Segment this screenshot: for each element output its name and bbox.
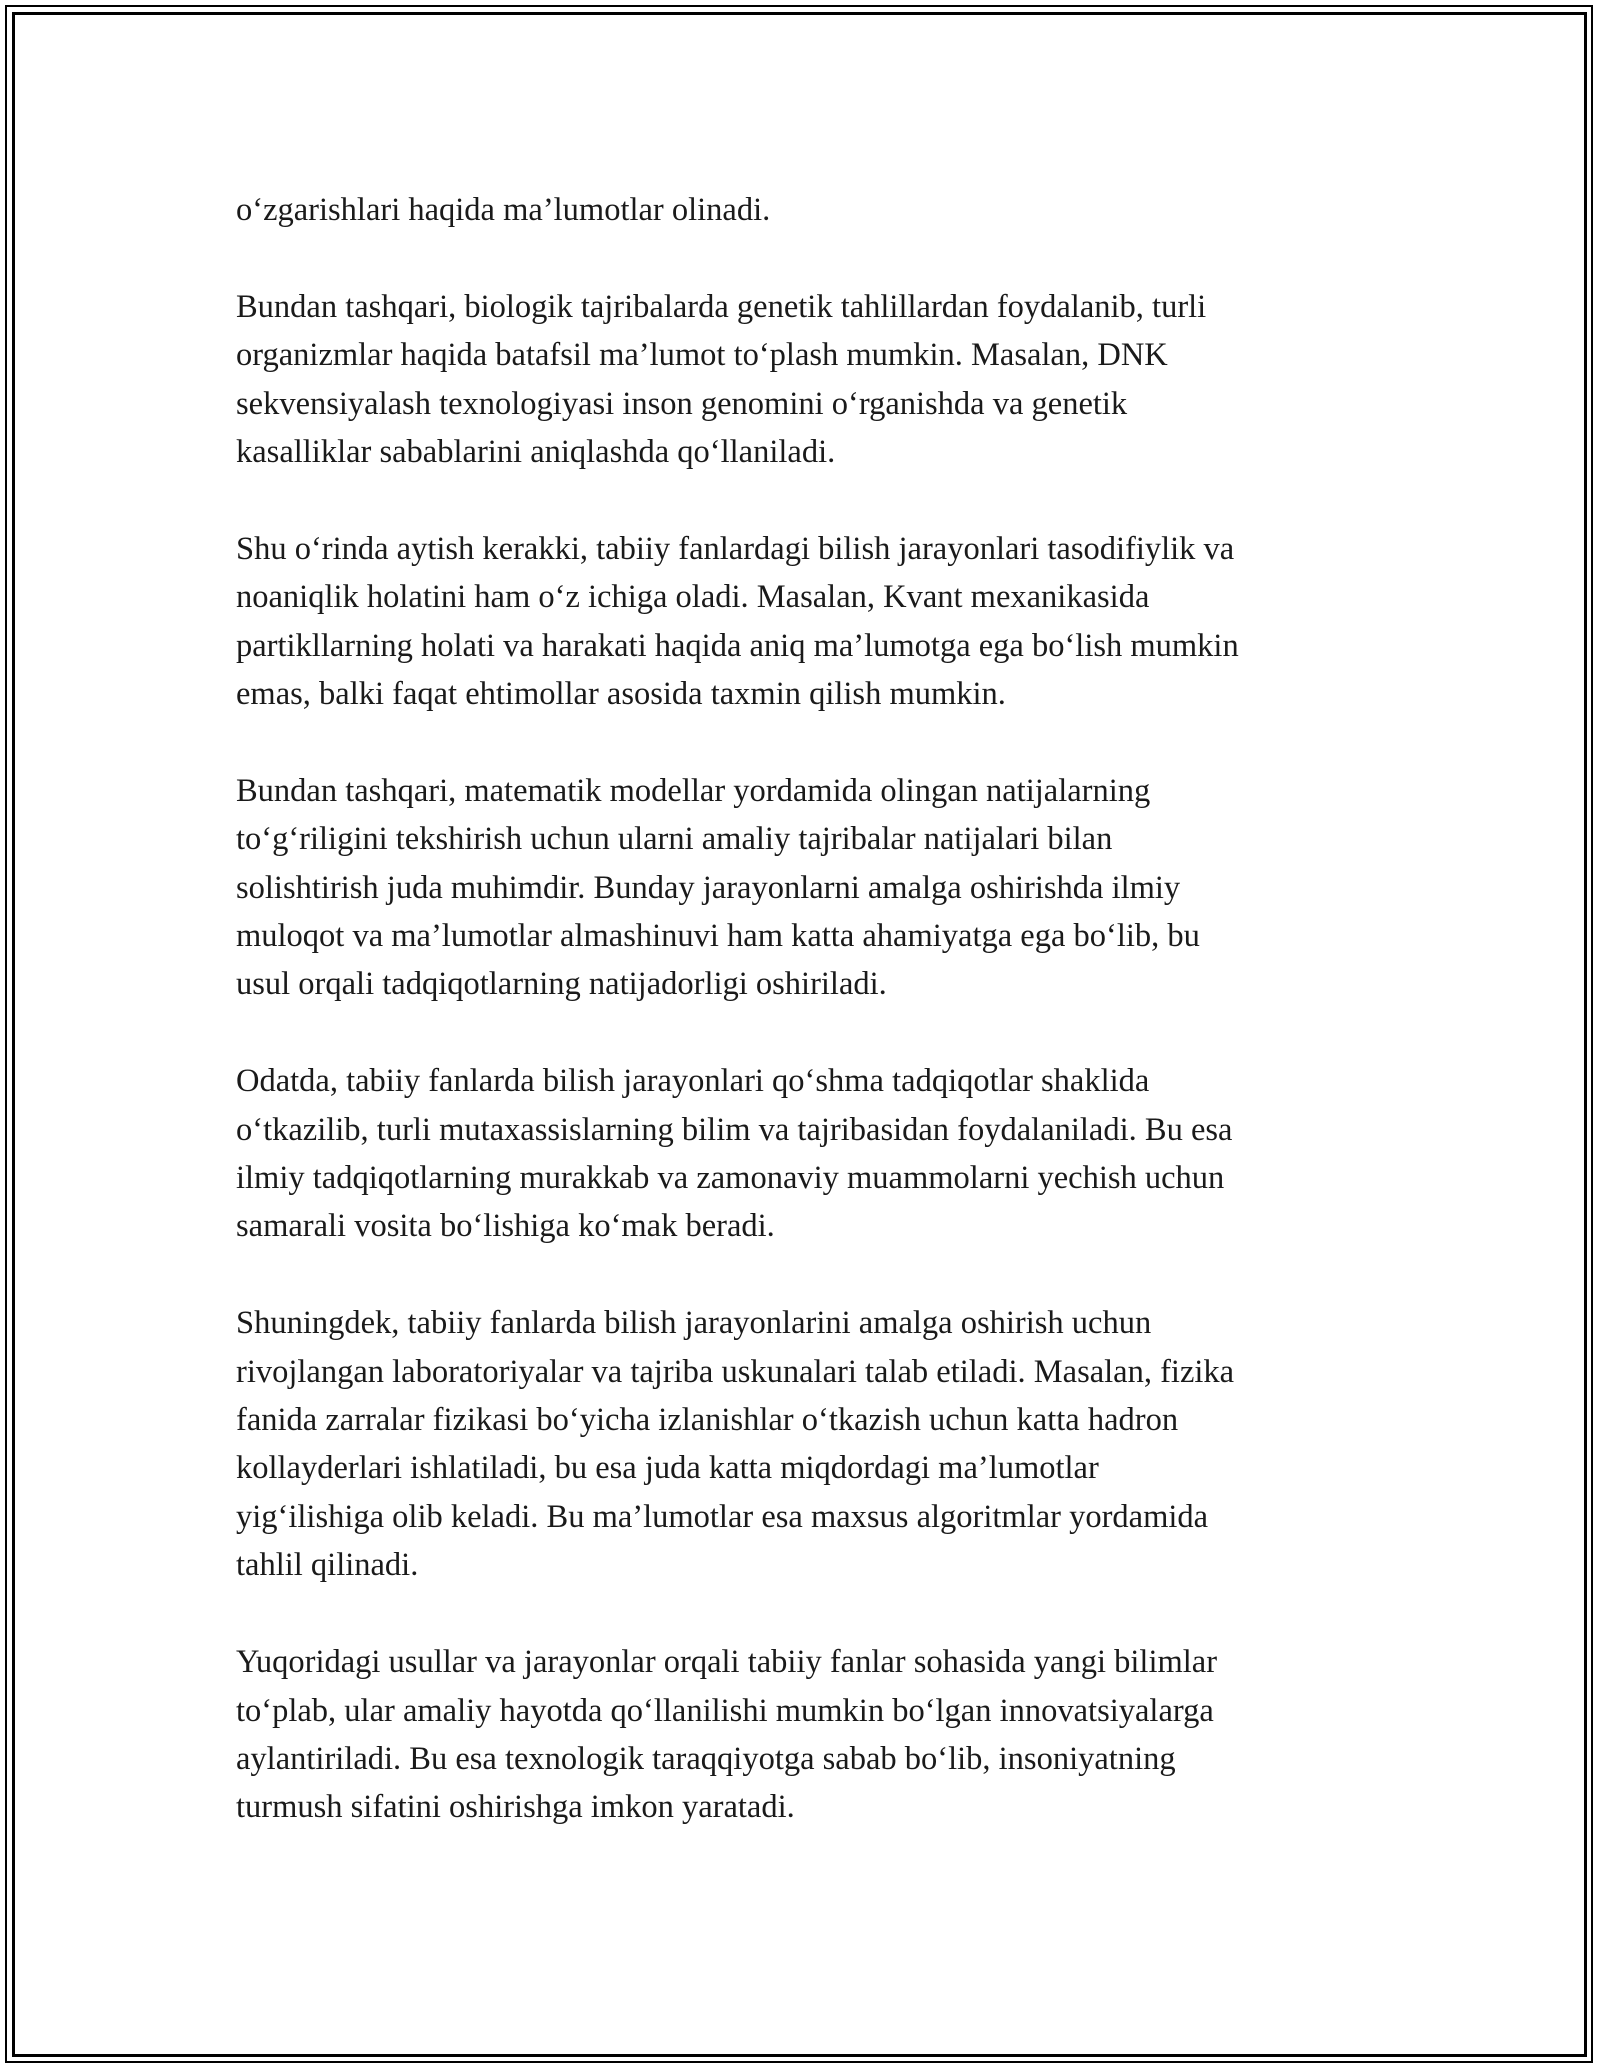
paragraph-6: Shuningdek, tabiiy fanlarda bilish jarayonlarini amalga oshirish uchun rivojlangan laboratoriyalar va tajriba uskunalari talab etiladi. Masalan, fizika fanida zarralar fizikasi bo‘yicha izlanishlar o‘tkazish uchun katta hadron kollayderlari ishlatiladi, bu esa juda katta miqdordagi ma’lumotlar yig‘ilishiga olib keladi. Bu ma’lumotlar esa maxsus algoritmlar yordamida tahlil qilinadi. [236, 1305, 1235, 1584]
paragraph-1: o‘zgarishlari haqida ma’lumotlar olinadi. [236, 192, 771, 228]
paragraph-4: Bundan tashqari, matematik modellar yordamida olingan natijalarning to‘g‘riligini tekshirish uchun ularni amaliy tajribalar natijalari bilan solishtirish juda muhimdir. Bunday jarayonlarni amalga oshirishda ilmiy muloqot va ma’lumotlar almashinuvi ham katta ahamiyatga ega bo‘lib, bu usul orqali tadqiqotlarning natijadorligi oshiriladi. [236, 772, 1200, 1003]
paragraph-2: Bundan tashqari, biologik tajribalarda genetik tahlillardan foydalanib, turli organizmlar haqida batafsil ma’lumot to‘plash mumkin. Masalan, DNK sekvensiyalash texnologiyasi inson genomini o‘rganishda va genetik kasalliklar sabablarini aniqlashda qo‘llaniladi. [236, 288, 1207, 471]
paragraph-3: Shu o‘rinda aytish kerakki, tabiiy fanlardagi bilish jarayonlari tasodifiylik va noaniqlik holatini ham o‘z ichiga oladi. Masalan, Kvant mexanikasida partikllarning holati va harakati haqida aniq ma’lumotga ega bo‘lish mumkin emas, balki faqat ehtimollar asosida taxmin qilish mumkin. [236, 530, 1239, 713]
paragraph-7: Yuqoridagi usullar va jarayonlar orqali tabiiy fanlar sohasida yangi bilimlar to‘plab, ular amaliy hayotda qo‘llanilishi mumkin bo‘lgan innovatsiyalarga aylantiriladi. Bu esa texnologik taraqqiyotga sabab bo‘lib, insoniyatning turmush sifatini oshirishga imkon yaratadi. [236, 1644, 1218, 1826]
paragraph-5: Odatda, tabiiy fanlarda bilish jarayonlari qo‘shma tadqiqotlar shaklida o‘tkazilib, turli mutaxassislarning bilim va tajribasidan foydalaniladi. Bu esa ilmiy tadqiqotlarning murakkab va zamonaviy muammolarni yechish uchun samarali vosita bo‘lishiga ko‘mak beradi. [236, 1063, 1233, 1245]
document-body [236, 186, 1386, 1880]
